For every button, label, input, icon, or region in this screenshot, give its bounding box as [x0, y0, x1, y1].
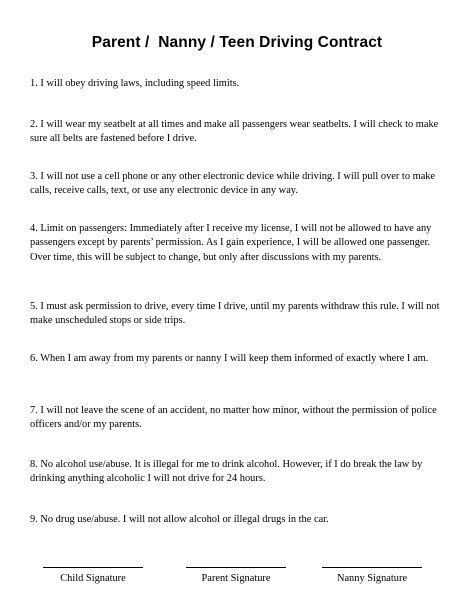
child-signature-line[interactable] — [43, 567, 143, 568]
nanny-signature-line[interactable] — [322, 567, 422, 568]
child-signature-label: Child Signature — [60, 573, 126, 584]
contract-clause-8: 8. No alcohol use/abuse. It is illegal for me to drink alcohol. However, if I do break the law by drinking anything alcoholic I will not drive for 24 hours. — [30, 459, 423, 485]
child-signature-block[interactable] — [43, 567, 143, 585]
contract-clause-2: 2. I will wear my seatbelt at all times and make all passengers wear seatbelts. I will check to make sure all belts are fastened before I drive. — [30, 119, 439, 145]
parent-signature-line[interactable] — [186, 567, 286, 568]
contract-clause-6: 6. When I am away from my parents or nanny I will keep them informed of exactly where I am. — [30, 353, 429, 364]
nanny-signature-label: Nanny Signature — [336, 573, 408, 584]
contract-clause-9: 9. No drug use/abuse. I will not allow alcohol or illegal drugs in the car. — [30, 514, 329, 525]
parent-signature-label: Parent Signature — [201, 573, 271, 584]
contract-clause-1: 1. I will obey driving laws, including speed limits. — [30, 78, 240, 89]
contract-title: Parent / Nanny / Teen Driving Contract — [91, 34, 383, 51]
contract-clause-3: 3. I will not use a cell phone or any other electronic device while driving. I will pull over to make calls, receive calls, text, or use any electronic device in any way. — [30, 171, 436, 197]
contract-clause-7: 7. I will not leave the scene of an accident, no matter how minor, without the permission of police officers and/or my parents. — [30, 405, 437, 431]
parent-signature-block[interactable] — [186, 567, 286, 585]
contract-clause-4: 4. Limit on passengers: Immediately after I receive my license, I will not be allowed to have any passengers except by parents’ permission. As I gain experience, I will be allowed one passenger. Over time, this will be subject to change, but only after discussions with my parents. — [30, 223, 432, 263]
nanny-signature-block[interactable] — [322, 567, 422, 585]
contract-clause-5: 5. I must ask permission to drive, every time I drive, until my parents withdraw this rule. I will not make unscheduled stops or side trips. — [30, 301, 440, 327]
